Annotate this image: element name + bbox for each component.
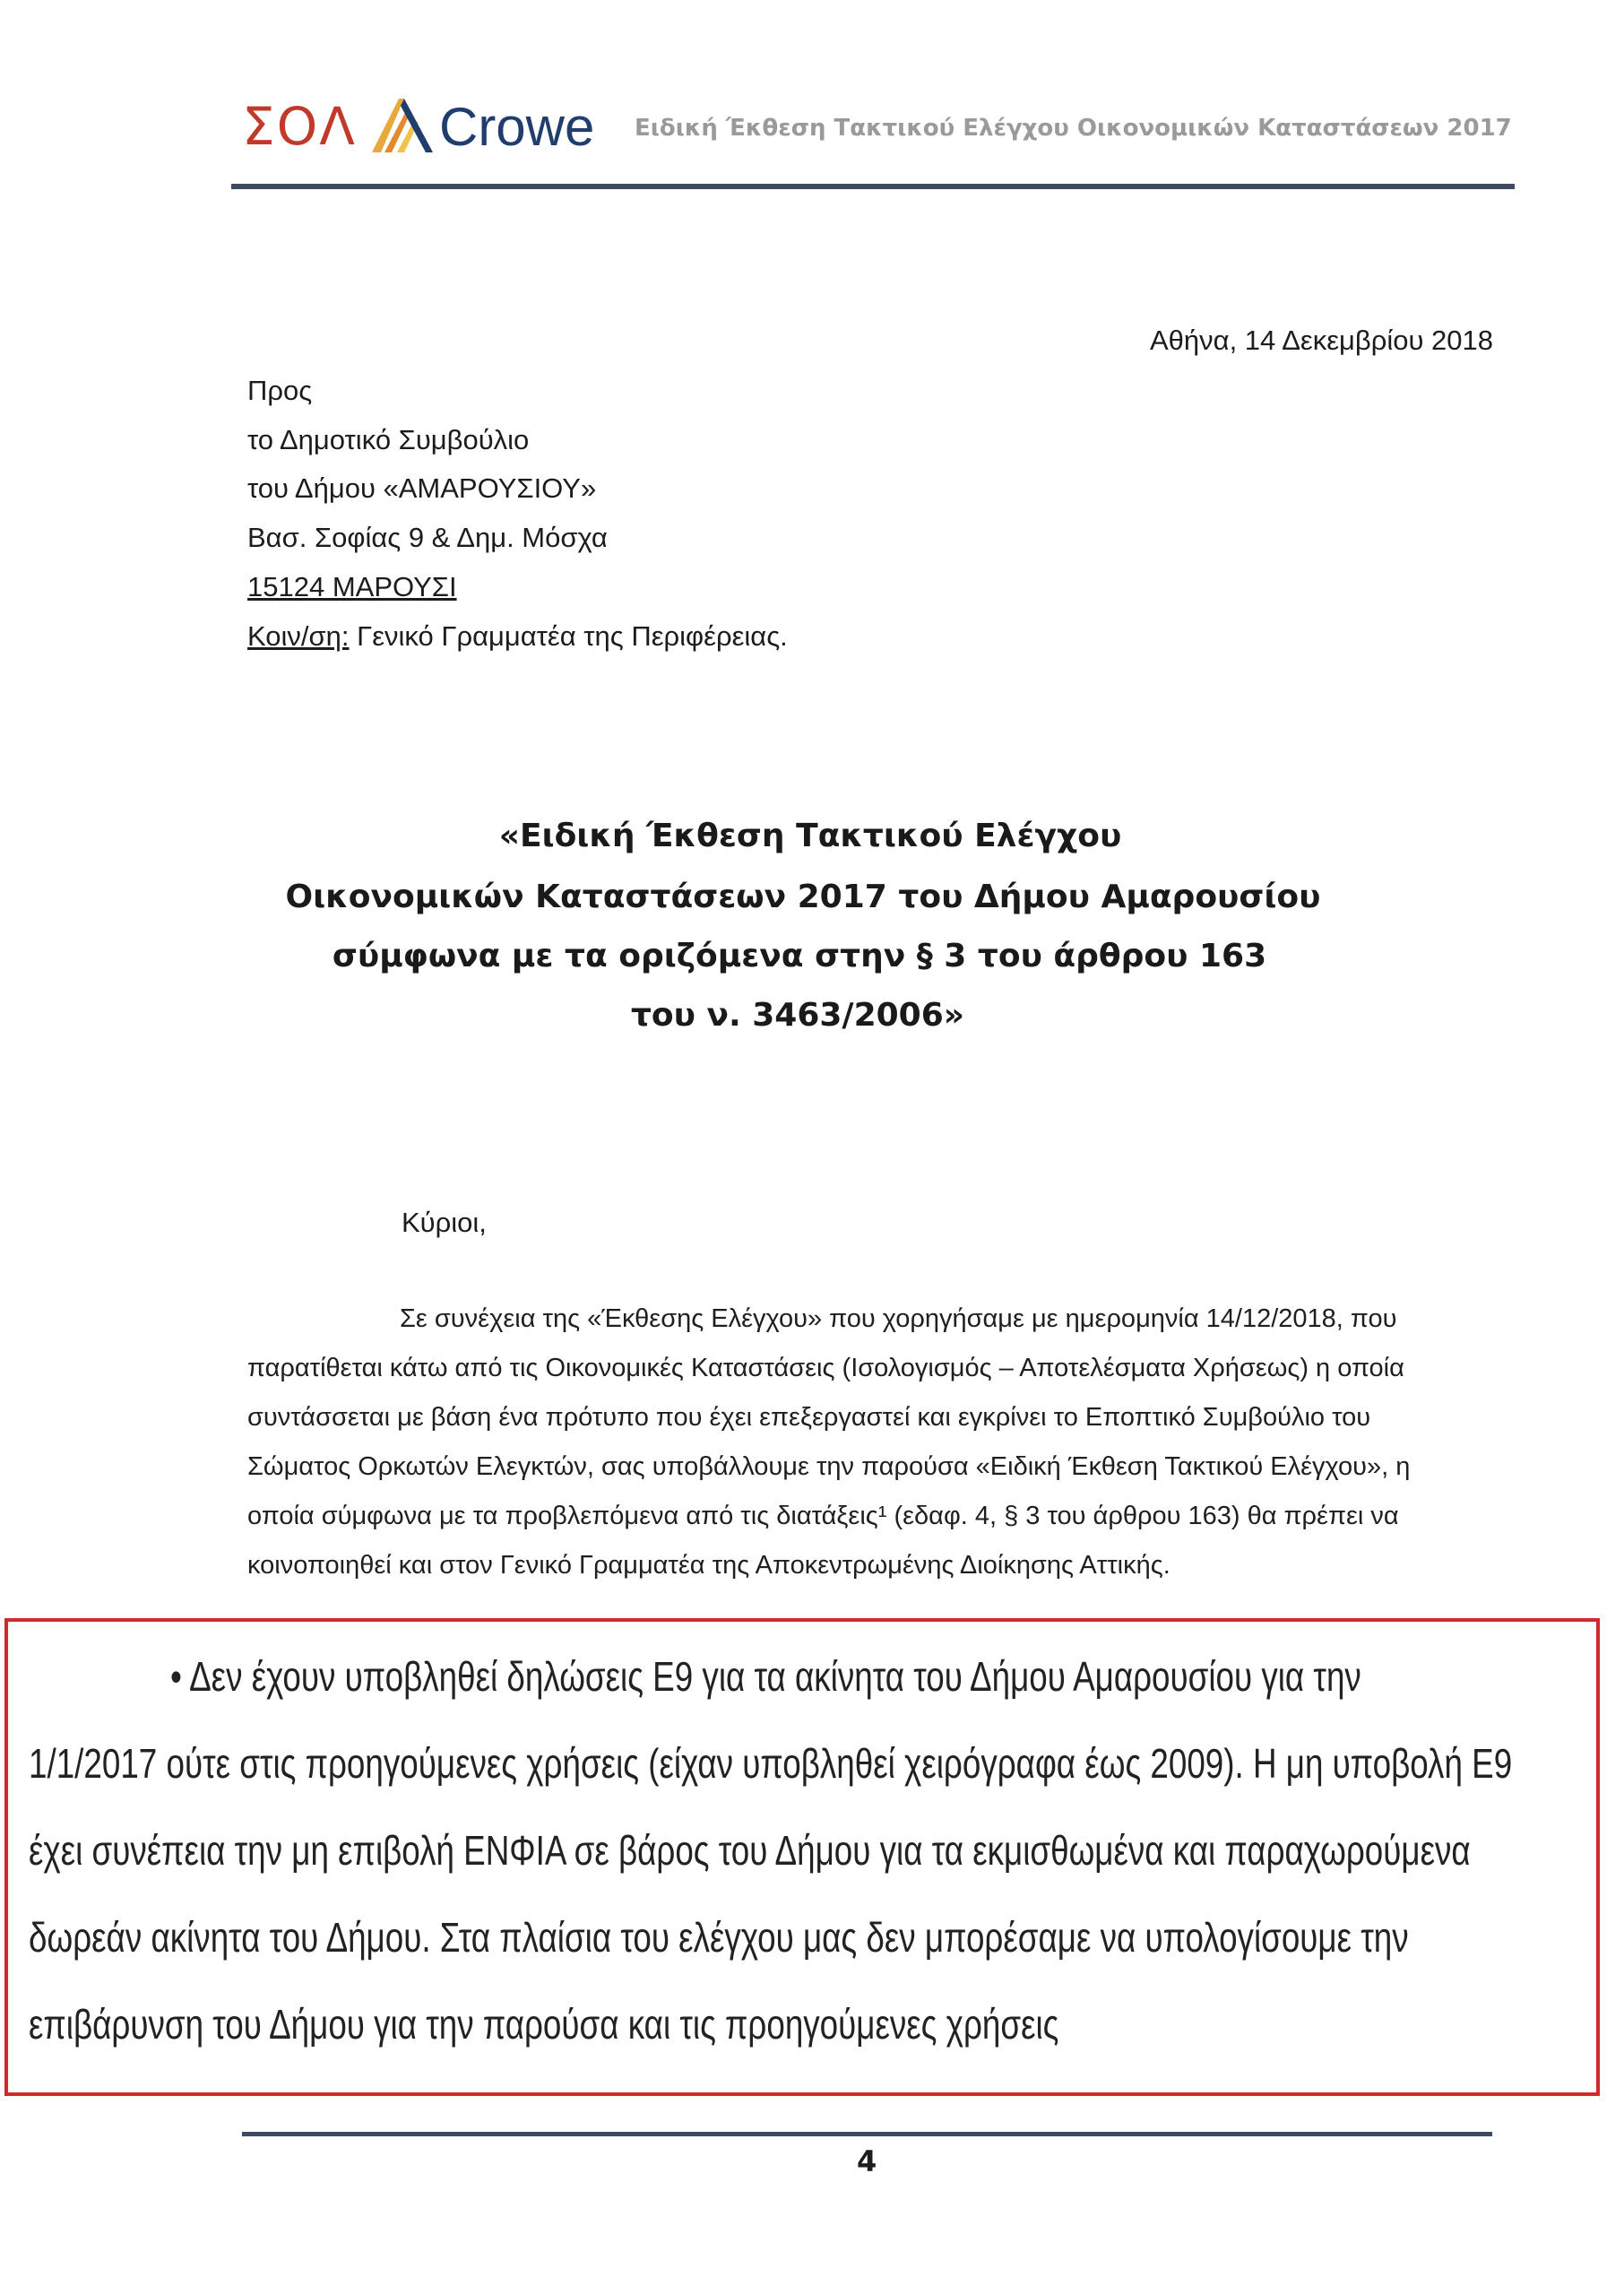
recipient-to: Προς	[247, 375, 313, 406]
recipient-line-2: του Δήμου «ΑΜΑΡΟΥΣΙΟΥ»	[247, 472, 597, 504]
note-line: 1/1/2017 ούτε στις προηγούμενες χρήσεις (είχαν υποβληθεί χειρόγραφα έως 2009). Η μη υποβολή Ε9	[29, 1740, 1513, 1787]
body-line: παρατίθεται κάτω από τις Οικονομικές Καταστάσεις (Ισολογισμός – Αποτελέσματα Χρήσεως) η οποία	[247, 1354, 1404, 1382]
body-line: Σε συνέχεια της «Έκθεσης Ελέγχου» που χορηγήσαμε με ημερομηνία 14/12/2018, που	[400, 1304, 1397, 1333]
crowe-logo-mark-icon	[363, 95, 435, 154]
note-line: έχει συνέπεια την μη επιβολή ΕΝΦΙΑ σε βάρος του Δήμου για τα εκμισθωμένα και παραχωρούμενα	[29, 1827, 1471, 1874]
logo-sol: ΣΟΛ	[242, 96, 357, 157]
header-title: Ειδική Έκθεση Τακτικού Ελέγχου Οικονομικών Καταστάσεων 2017	[635, 115, 1512, 142]
note-line: δωρεάν ακίνητα του Δήμου. Στα πλαίσια του ελέγχου μας δεν μπορέσαμε να υπολογίσουμε την	[29, 1914, 1409, 1961]
cc-text: Γενικό Γραμματέα της Περιφέρειας.	[349, 620, 788, 652]
body-line: οποία σύμφωνα με τα προβλεπόμενα από τις διατάξεις¹ (εδαφ. 4, § 3 του άρθρου 163) θα πρέπει να	[247, 1502, 1399, 1530]
recipient-cc	[247, 620, 788, 653]
recipient-line-1: το Δημοτικό Συμβούλιο	[247, 424, 530, 455]
note-line: επιβάρυνση του Δήμου για την παρούσα και τις προηγούμενες χρήσεις	[29, 2001, 1059, 2048]
report-title-line-1: «Ειδική Έκθεση Τακτικού Ελέγχου	[498, 818, 1122, 854]
body-line: συντάσσεται με βάση ένα πρότυπο που έχει επεξεργαστεί και εγκρίνει το Εποπτικό Συμβούλιο του	[247, 1403, 1371, 1432]
body-line: Σώματος Ορκωτών Ελεγκτών, σας υποβάλλουμε την παρούσα «Ειδική Έκθεση Τακτικού Ελέγχου», η	[247, 1452, 1411, 1481]
body-line: κοινοποιηθεί και στον Γενικό Γραμματέα της Αποκεντρωμένης Διοίκησης Αττικής.	[247, 1551, 1170, 1580]
header-divider	[231, 184, 1515, 189]
report-title-line-2: Οικονομικών Καταστάσεων 2017 του Δήμου Αμαρουσίου	[285, 879, 1321, 915]
recipient-line-3: Βασ. Σοφίας 9 & Δημ. Μόσχα	[247, 522, 608, 553]
page-number: 4	[857, 2144, 877, 2178]
logo-crowe: Crowe	[439, 97, 595, 157]
note-line: • Δεν έχουν υποβληθεί δηλώσεις Ε9 για τα ακίνητα του Δήμου Αμαρουσίου για την	[170, 1653, 1361, 1700]
letter-date: Αθήνα, 14 Δεκεμβρίου 2018	[1150, 325, 1494, 356]
report-title-line-3: σύμφωνα με τα οριζόμενα στην § 3 του άρθρου 163	[332, 938, 1267, 974]
recipient-postal: 15124 ΜΑΡΟΥΣΙ	[247, 571, 457, 602]
salutation: Κύριοι,	[402, 1207, 487, 1238]
footer-divider	[242, 2132, 1492, 2136]
report-title-line-4: του ν. 3463/2006»	[630, 997, 965, 1034]
cc-label: Κοιν/ση:	[247, 620, 350, 652]
